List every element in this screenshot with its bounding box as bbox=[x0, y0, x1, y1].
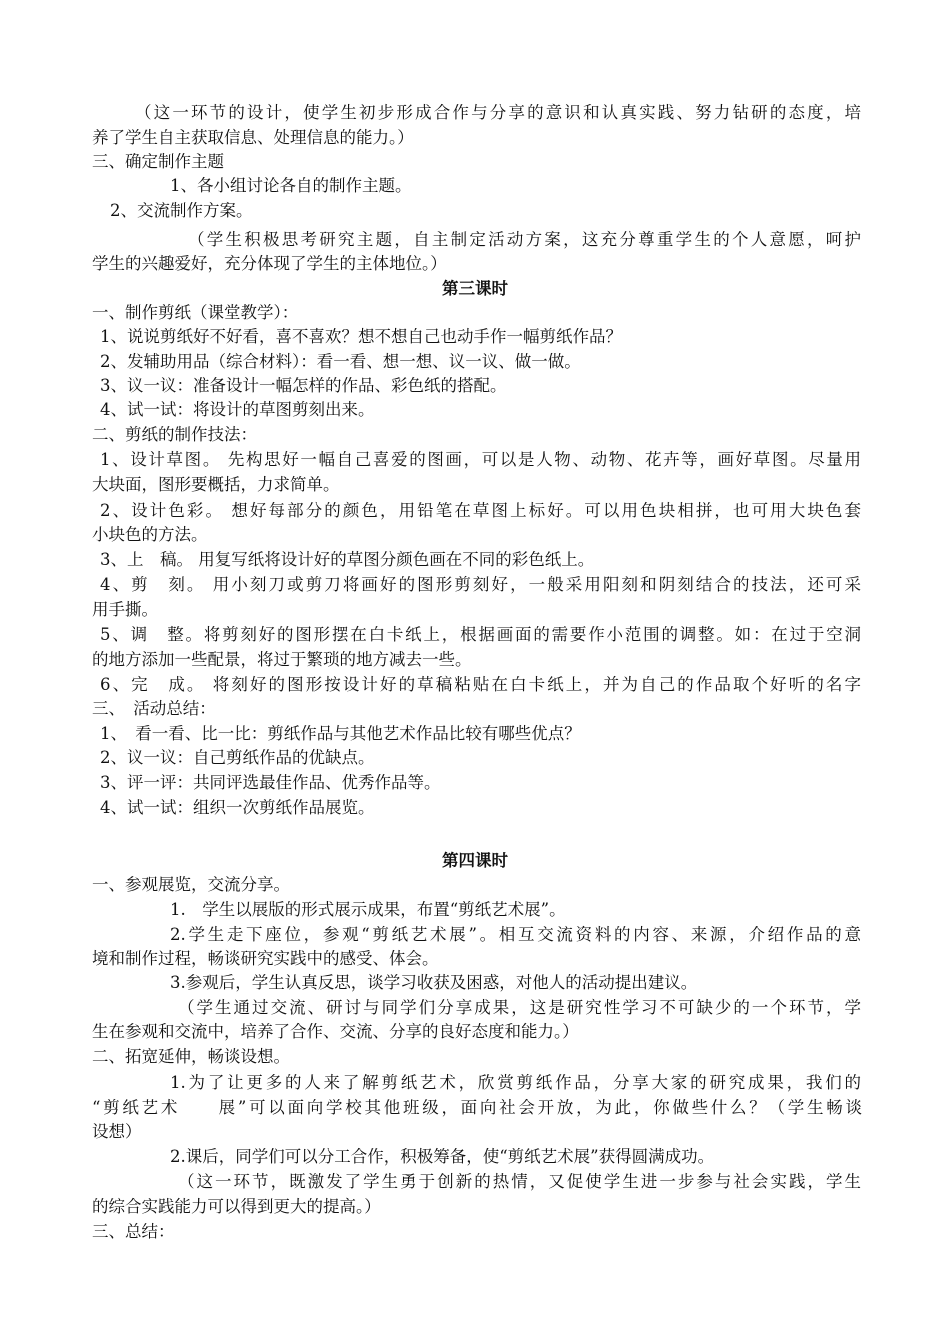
section-heading: 三、总结： bbox=[92, 1222, 175, 1241]
paragraph-line: 学生的兴趣爱好，充分体现了学生的主体地位。） bbox=[92, 254, 447, 273]
paragraph-line: “剪纸艺术 展”可以面向学校其他班级，面向社会开放，为此，你做些什么？（学生畅谈 bbox=[92, 1098, 862, 1117]
section-heading: 一、参观展览，交流分享。 bbox=[92, 875, 290, 894]
paragraph-line: 小块色的方法。 bbox=[92, 525, 208, 544]
lesson-title: 第四课时 bbox=[442, 851, 508, 870]
list-item: 1、 看一看、比一比：剪纸作品与其他艺术作品比较有哪些优点？ bbox=[100, 724, 581, 743]
list-item: 5、调 整。将剪刻好的图形摆在白卡纸上，根据画面的需要作小范围的调整。如：在过于空洞 bbox=[100, 625, 861, 644]
paragraph-line: 境和制作过程，畅谈研究实践中的感受、体会。 bbox=[92, 949, 439, 968]
list-item: 1. 学生以展版的形式展示成果，布置“剪纸艺术展”。 bbox=[170, 900, 566, 919]
section-heading: 二、剪纸的制作技法： bbox=[92, 425, 257, 444]
section-heading: 三、 活动总结： bbox=[92, 699, 216, 718]
list-item: 1、设计草图。 先构思好一幅自己喜爱的图画，可以是人物、动物、花卉等，画好草图。尽量用 bbox=[100, 450, 861, 469]
paragraph-line: 生在参观和交流中，培养了合作、交流、分享的良好态度和能力。） bbox=[92, 1022, 579, 1041]
paragraph-line: 用手撕。 bbox=[92, 600, 158, 619]
paragraph-line: 设想） bbox=[92, 1122, 142, 1141]
list-item: 6、完 成。 将刻好的图形按设计好的草稿粘贴在白卡纸上，并为自己的作品取个好听的名字 bbox=[100, 675, 861, 694]
lesson-title: 第三课时 bbox=[442, 279, 508, 298]
list-item: 2.学生走下座位，参观“剪纸艺术展”。相互交流资料的内容、来源，介绍作品的意 bbox=[170, 925, 861, 944]
paragraph-line: （这一环节，既激发了学生勇于创新的热情，又促使学生进一步参与社会实践，学生 bbox=[178, 1172, 861, 1191]
paragraph-line: 养了学生自主获取信息、处理信息的能力。） bbox=[92, 128, 414, 147]
list-item: 2、议一议：自己剪纸作品的优缺点。 bbox=[100, 748, 375, 767]
section-heading: 一、制作剪纸（课堂教学）： bbox=[92, 303, 299, 322]
list-item: 4、试一试：将设计的草图剪刻出来。 bbox=[100, 400, 375, 419]
list-item: 1、说说剪纸好不好看，喜不喜欢？想不想自己也动手作一幅剪纸作品？ bbox=[100, 327, 622, 346]
list-item: 2、设计色彩。 想好每部分的颜色，用铅笔在草图上标好。可以用色块相拼，也可用大块色套 bbox=[100, 501, 861, 520]
paragraph-line: 的地方添加一些配景，将过于繁琐的地方减去一些。 bbox=[92, 650, 472, 669]
list-item: 2、交流制作方案。 bbox=[110, 201, 253, 220]
paragraph-line: 大块面，图形要概括，力求简单。 bbox=[92, 475, 340, 494]
list-item: 4、剪 刻。 用小刻刀或剪刀将画好的图形剪刻好，一般采用阳刻和阴刻结合的技法，还可采 bbox=[100, 575, 861, 594]
list-item: 3.参观后，学生认真反思，谈学习收获及困惑，对他人的活动提出建议。 bbox=[170, 973, 698, 992]
list-item: 1、各小组讨论各自的制作主题。 bbox=[170, 176, 412, 195]
list-item: 3、上 稿。 用复写纸将设计好的草图分颜色画在不同的彩色纸上。 bbox=[100, 550, 595, 569]
paragraph-line: （学生积极思考研究主题，自主制定活动方案，这充分尊重学生的个人意愿，呵护 bbox=[188, 230, 861, 249]
section-heading: 三、确定制作主题 bbox=[92, 152, 224, 171]
paragraph-line: 的综合实践能力可以得到更大的提高。） bbox=[92, 1197, 381, 1216]
list-item: 4、试一试：组织一次剪纸作品展览。 bbox=[100, 798, 375, 817]
list-item: 3、评一评：共同评选最佳作品、优秀作品等。 bbox=[100, 773, 441, 792]
list-item: 2.课后，同学们可以分工合作，积极筹备，使“剪纸艺术展”获得圆满成功。 bbox=[170, 1147, 715, 1166]
list-item: 1.为了让更多的人来了解剪纸艺术，欣赏剪纸作品，分享大家的研究成果，我们的 bbox=[170, 1073, 861, 1092]
list-item: 3、议一议：准备设计一幅怎样的作品、彩色纸的搭配。 bbox=[100, 376, 507, 395]
list-item: 2、发辅助用品（综合材料）：看一看、想一想、议一议、做一做。 bbox=[100, 352, 581, 371]
paragraph-line: （这一环节的设计，使学生初步形成合作与分享的意识和认真实践、努力钻研的态度，培 bbox=[135, 103, 861, 122]
paragraph-line: （学生通过交流、研讨与同学们分享成果，这是研究性学习不可缺少的一个环节，学 bbox=[178, 998, 861, 1017]
section-heading: 二、拓宽延伸，畅谈设想。 bbox=[92, 1047, 290, 1066]
